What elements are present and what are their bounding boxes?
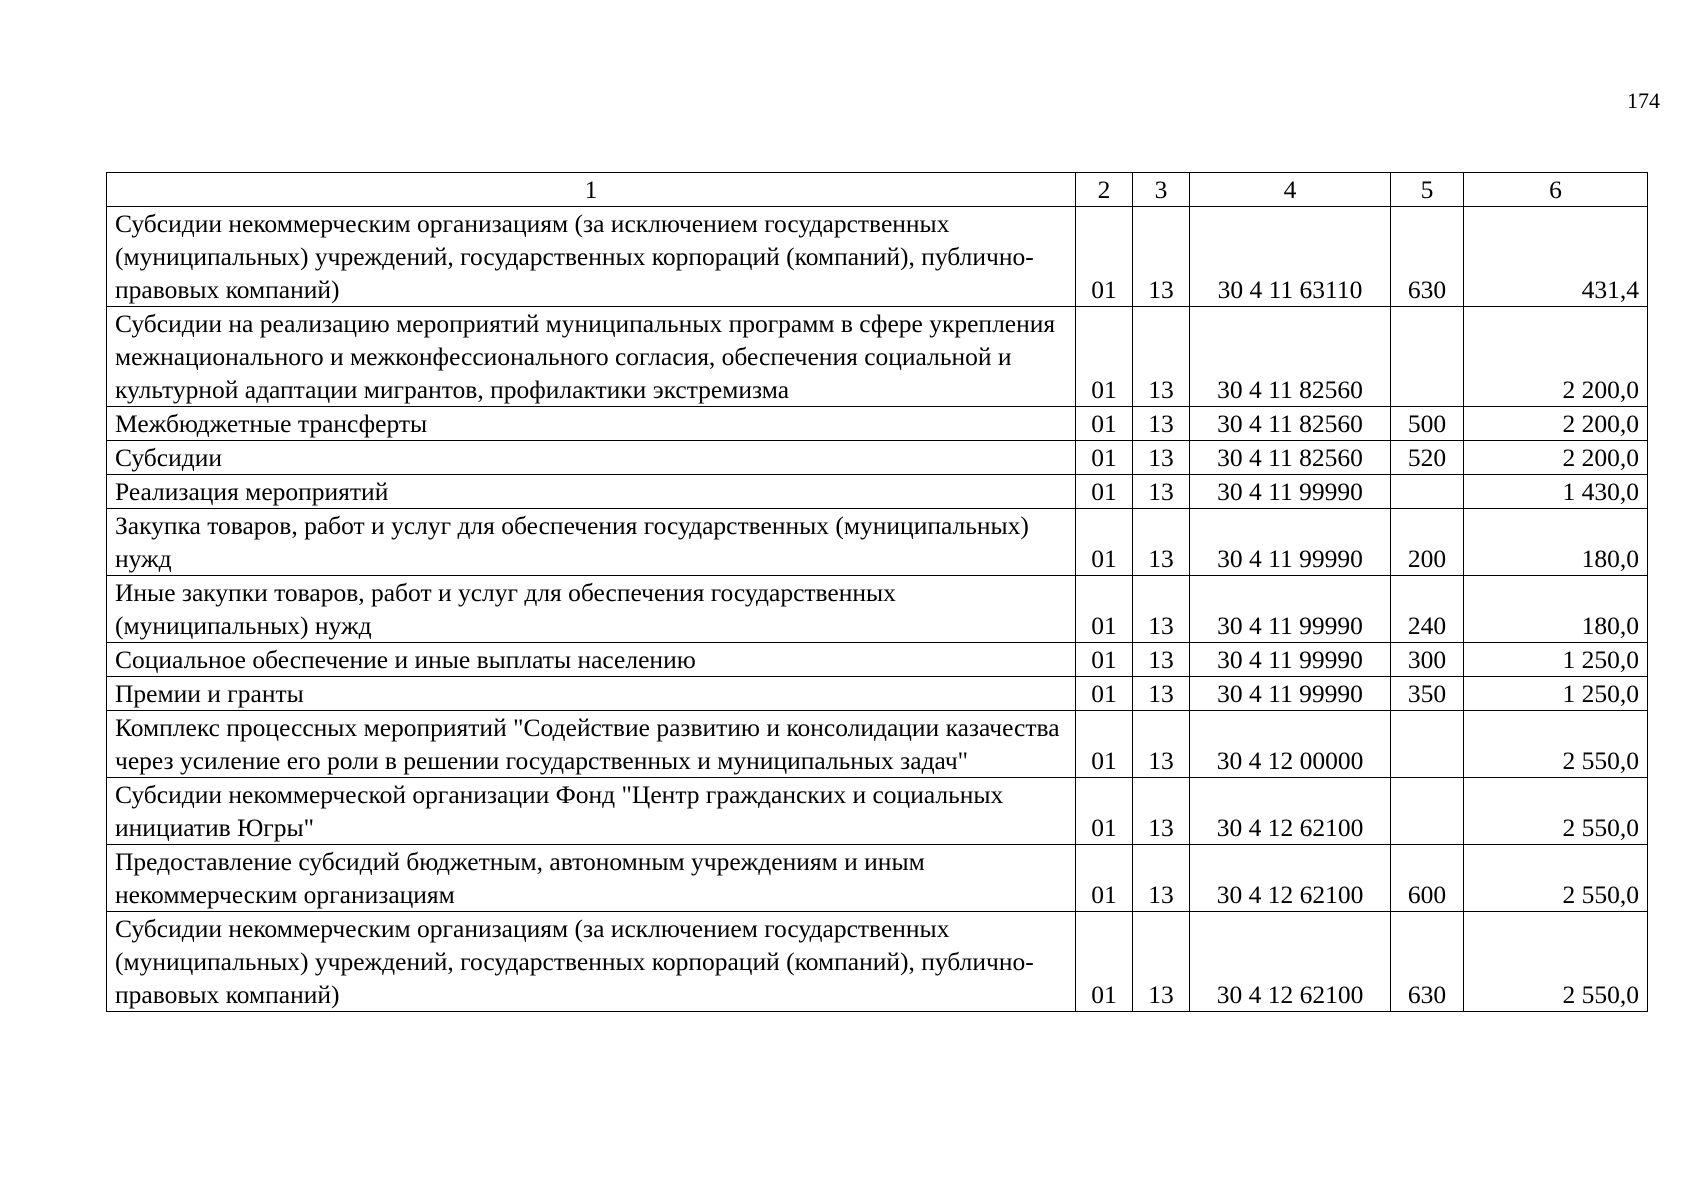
row-target-article-cell: 30 4 11 99990	[1190, 509, 1391, 576]
row-section-cell: 01	[1076, 407, 1133, 441]
row-section-cell: 01	[1076, 912, 1133, 1012]
row-amount-cell: 2 550,0	[1464, 778, 1648, 845]
row-expense-type-cell: 240	[1391, 576, 1464, 643]
row-expense-type-cell: 200	[1391, 509, 1464, 576]
row-expense-type-cell	[1391, 307, 1464, 407]
row-amount-cell: 1 430,0	[1464, 475, 1648, 509]
table-row	[107, 778, 1648, 845]
header-cell-2: 2	[1076, 173, 1133, 207]
row-name-cell: Иные закупки товаров, работ и услуг для обеспечения государственных (муниципальных) нужд	[107, 576, 1076, 643]
table-row	[107, 576, 1648, 643]
row-expense-type-cell: 600	[1391, 845, 1464, 912]
row-amount-cell: 1 250,0	[1464, 643, 1648, 677]
table-row	[107, 509, 1648, 576]
table-row	[107, 912, 1648, 1012]
row-expense-type-cell: 630	[1391, 912, 1464, 1012]
table-row	[107, 711, 1648, 778]
row-amount-cell: 2 550,0	[1464, 912, 1648, 1012]
row-section-cell: 01	[1076, 778, 1133, 845]
row-target-article-cell: 30 4 11 63110	[1190, 207, 1391, 307]
row-section-cell: 01	[1076, 441, 1133, 475]
row-section-cell: 01	[1076, 845, 1133, 912]
row-amount-cell: 180,0	[1464, 509, 1648, 576]
row-expense-type-cell: 350	[1391, 677, 1464, 711]
header-cell-1: 1	[107, 173, 1076, 207]
table-row	[107, 441, 1648, 475]
row-subsection-cell: 13	[1133, 845, 1190, 912]
row-subsection-cell: 13	[1133, 509, 1190, 576]
row-target-article-cell: 30 4 12 62100	[1190, 912, 1391, 1012]
row-target-article-cell: 30 4 12 00000	[1190, 711, 1391, 778]
row-subsection-cell: 13	[1133, 475, 1190, 509]
row-target-article-cell: 30 4 11 82560	[1190, 307, 1391, 407]
row-section-cell: 01	[1076, 677, 1133, 711]
header-cell-4: 4	[1190, 173, 1391, 207]
row-name-cell: Субсидии некоммерческой организации Фонд "Центр гражданских и социальных инициатив Югры"	[107, 778, 1076, 845]
row-expense-type-cell: 500	[1391, 407, 1464, 441]
row-target-article-cell: 30 4 11 99990	[1190, 677, 1391, 711]
row-section-cell: 01	[1076, 475, 1133, 509]
row-target-article-cell: 30 4 11 99990	[1190, 576, 1391, 643]
row-section-cell: 01	[1076, 711, 1133, 778]
row-target-article-cell: 30 4 11 99990	[1190, 643, 1391, 677]
row-amount-cell: 180,0	[1464, 576, 1648, 643]
row-name-cell: Предоставление субсидий бюджетным, автономным учреждениям и иным некоммерческим организациям	[107, 845, 1076, 912]
row-name-cell: Субсидии некоммерческим организациям (за исключением государственных (муниципальных) учреждений, государственных корпораций (компаний), публично-правовых компаний)	[107, 207, 1076, 307]
row-name-cell: Субсидии на реализацию мероприятий муниципальных программ в сфере укрепления межнационального и межконфессионального согласия, обеспечения социальной и культурной адаптации мигрантов, профилактики экстремизма	[107, 307, 1076, 407]
row-amount-cell: 1 250,0	[1464, 677, 1648, 711]
row-amount-cell: 2 550,0	[1464, 711, 1648, 778]
row-amount-cell: 2 550,0	[1464, 845, 1648, 912]
row-name-cell: Субсидии некоммерческим организациям (за исключением государственных (муниципальных) учреждений, государственных корпораций (компаний), публично-правовых компаний)	[107, 912, 1076, 1012]
row-section-cell: 01	[1076, 576, 1133, 643]
row-amount-cell: 2 200,0	[1464, 441, 1648, 475]
row-subsection-cell: 13	[1133, 778, 1190, 845]
header-cell-6: 6	[1464, 173, 1648, 207]
page-number: 174	[1627, 88, 1660, 113]
row-expense-type-cell	[1391, 711, 1464, 778]
row-name-cell: Закупка товаров, работ и услуг для обеспечения государственных (муниципальных) нужд	[107, 509, 1076, 576]
row-subsection-cell: 13	[1133, 407, 1190, 441]
row-name-cell: Реализация мероприятий	[107, 475, 1076, 509]
row-name-cell: Социальное обеспечение и иные выплаты населению	[107, 643, 1076, 677]
budget-table	[106, 172, 1648, 1012]
row-expense-type-cell: 630	[1391, 207, 1464, 307]
table-row	[107, 407, 1648, 441]
row-expense-type-cell: 520	[1391, 441, 1464, 475]
row-name-cell: Межбюджетные трансферты	[107, 407, 1076, 441]
table-row	[107, 845, 1648, 912]
table-row	[107, 677, 1648, 711]
row-section-cell: 01	[1076, 307, 1133, 407]
row-section-cell: 01	[1076, 207, 1133, 307]
row-expense-type-cell	[1391, 778, 1464, 845]
row-subsection-cell: 13	[1133, 711, 1190, 778]
header-cell-5: 5	[1391, 173, 1464, 207]
row-target-article-cell: 30 4 11 99990	[1190, 475, 1391, 509]
row-amount-cell: 2 200,0	[1464, 407, 1648, 441]
row-expense-type-cell: 300	[1391, 643, 1464, 677]
row-target-article-cell: 30 4 11 82560	[1190, 407, 1391, 441]
table-row	[107, 207, 1648, 307]
row-section-cell: 01	[1076, 643, 1133, 677]
row-subsection-cell: 13	[1133, 643, 1190, 677]
table-row	[107, 475, 1648, 509]
row-name-cell: Премии и гранты	[107, 677, 1076, 711]
row-target-article-cell: 30 4 12 62100	[1190, 845, 1391, 912]
row-target-article-cell: 30 4 12 62100	[1190, 778, 1391, 845]
row-name-cell: Комплекс процессных мероприятий "Содействие развитию и консолидации казачества через усиление его роли в решении государственных и муниципальных задач"	[107, 711, 1076, 778]
table-header-row	[107, 173, 1648, 207]
row-subsection-cell: 13	[1133, 207, 1190, 307]
row-subsection-cell: 13	[1133, 912, 1190, 1012]
table-row	[107, 307, 1648, 407]
row-section-cell: 01	[1076, 509, 1133, 576]
table-row	[107, 643, 1648, 677]
row-expense-type-cell	[1391, 475, 1464, 509]
row-name-cell: Субсидии	[107, 441, 1076, 475]
row-subsection-cell: 13	[1133, 307, 1190, 407]
row-subsection-cell: 13	[1133, 677, 1190, 711]
row-target-article-cell: 30 4 11 82560	[1190, 441, 1391, 475]
row-amount-cell: 2 200,0	[1464, 307, 1648, 407]
row-subsection-cell: 13	[1133, 576, 1190, 643]
row-subsection-cell: 13	[1133, 441, 1190, 475]
header-cell-3: 3	[1133, 173, 1190, 207]
row-amount-cell: 431,4	[1464, 207, 1648, 307]
